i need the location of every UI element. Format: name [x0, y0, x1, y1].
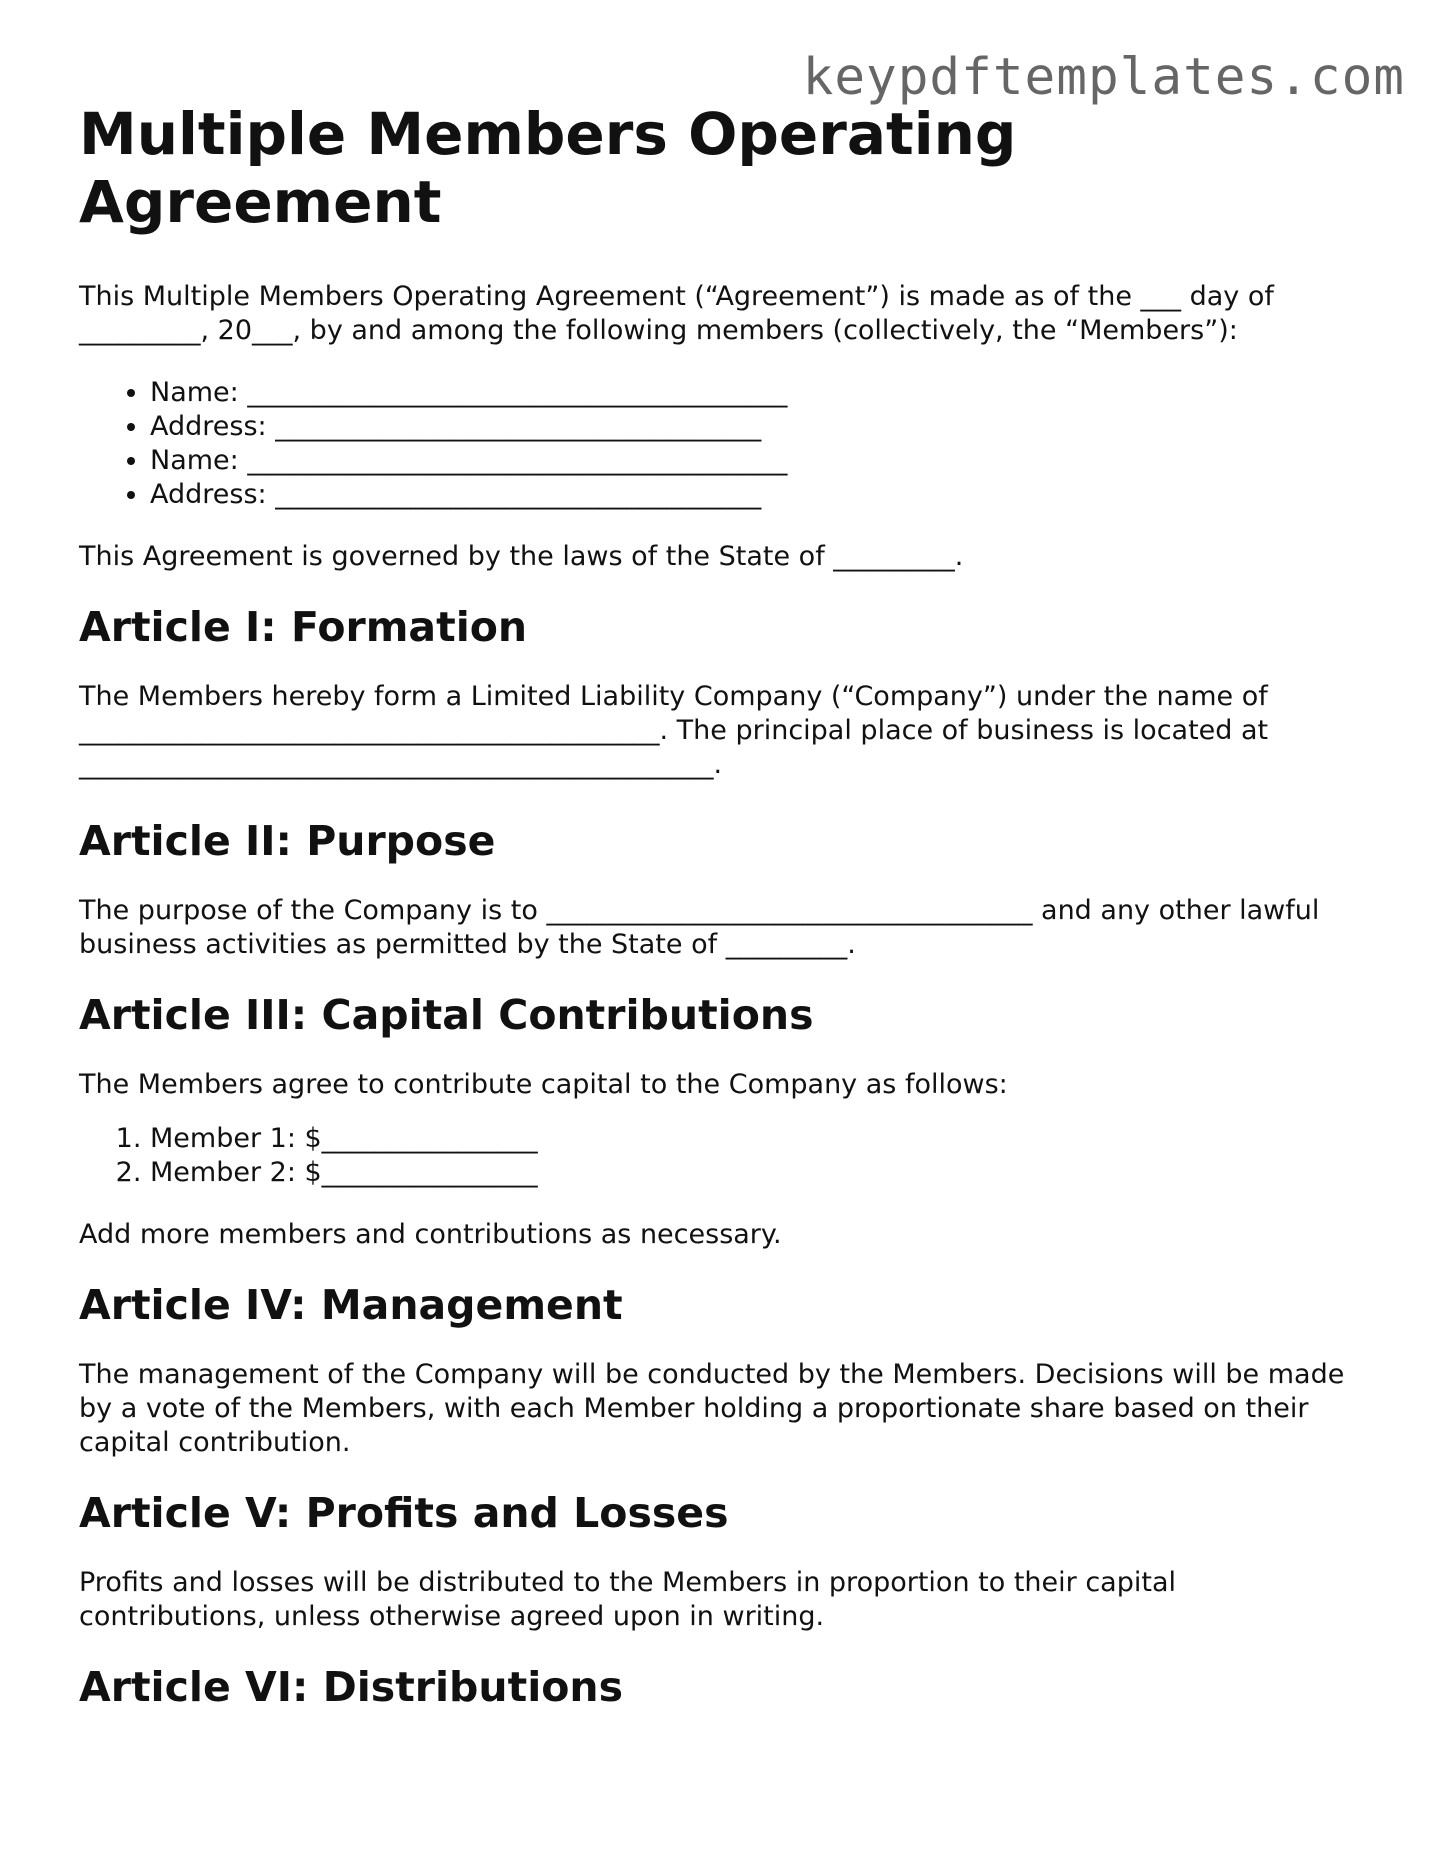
article-purpose — [79, 816, 1369, 962]
document-title: Multiple Members Operating Agreement — [79, 100, 1017, 236]
contribution-item: 2. Member 2: $________________ — [150, 1156, 1369, 1190]
article-heading: Article IV: Management — [79, 1281, 623, 1329]
member-name-field: • Name: ________________________________________ — [150, 376, 1369, 410]
article-paragraph: The Members hereby form a Limited Liability Company (“Company”) under the name of ___________________________________________. The principal place of business is located at _______________________________________________. — [79, 681, 1269, 780]
contributions-note: Add more members and contributions as necessary. — [79, 1219, 782, 1250]
article-capital-contributions — [79, 990, 1369, 1252]
member-name-field: • Name: ________________________________________ — [150, 444, 1369, 478]
article-heading: Article VI: Distributions — [79, 1663, 624, 1711]
article-management — [79, 1280, 1369, 1460]
article-heading: Article II: Purpose — [79, 817, 496, 865]
article-heading: Article I: Formation — [79, 603, 528, 651]
article-paragraph: Profits and losses will be distributed to the Members in proportion to their capital contributions, unless otherwise agreed upon in writing. — [79, 1567, 1176, 1632]
article-distributions — [79, 1662, 1369, 1712]
watermark: keypdftemplates.com — [802, 48, 1405, 107]
intro-section — [79, 280, 1369, 574]
contribution-item: 1. Member 1: $________________ — [150, 1122, 1369, 1156]
members-list — [79, 376, 1369, 512]
document-page — [79, 100, 1369, 1740]
article-heading: Article V: Profits and Losses — [79, 1489, 729, 1537]
article-heading: Article III: Capital Contributions — [79, 991, 814, 1039]
article-paragraph: The Members agree to contribute capital to the Company as follows: — [79, 1069, 1008, 1100]
article-paragraph: The purpose of the Company is to ____________________________________ and any other lawful business activities as permitted by the State of _________. — [79, 895, 1320, 960]
article-formation — [79, 602, 1369, 782]
governing-law-paragraph: This Agreement is governed by the laws of the State of _________. — [79, 541, 964, 572]
member-address-field: • Address: ____________________________________ — [150, 478, 1369, 512]
member-address-field: • Address: ____________________________________ — [150, 410, 1369, 444]
contributions-list — [79, 1122, 1369, 1190]
article-paragraph: The management of the Company will be conducted by the Members. Decisions will be made by a vote of the Members, with each Member holding a proportionate share based on their capital contribution. — [79, 1359, 1345, 1458]
article-profits-losses — [79, 1488, 1369, 1634]
intro-paragraph: This Multiple Members Operating Agreement (“Agreement”) is made as of the ___ day of _________, 20___, by and among the following members (collectively, the “Members”): — [79, 281, 1274, 346]
